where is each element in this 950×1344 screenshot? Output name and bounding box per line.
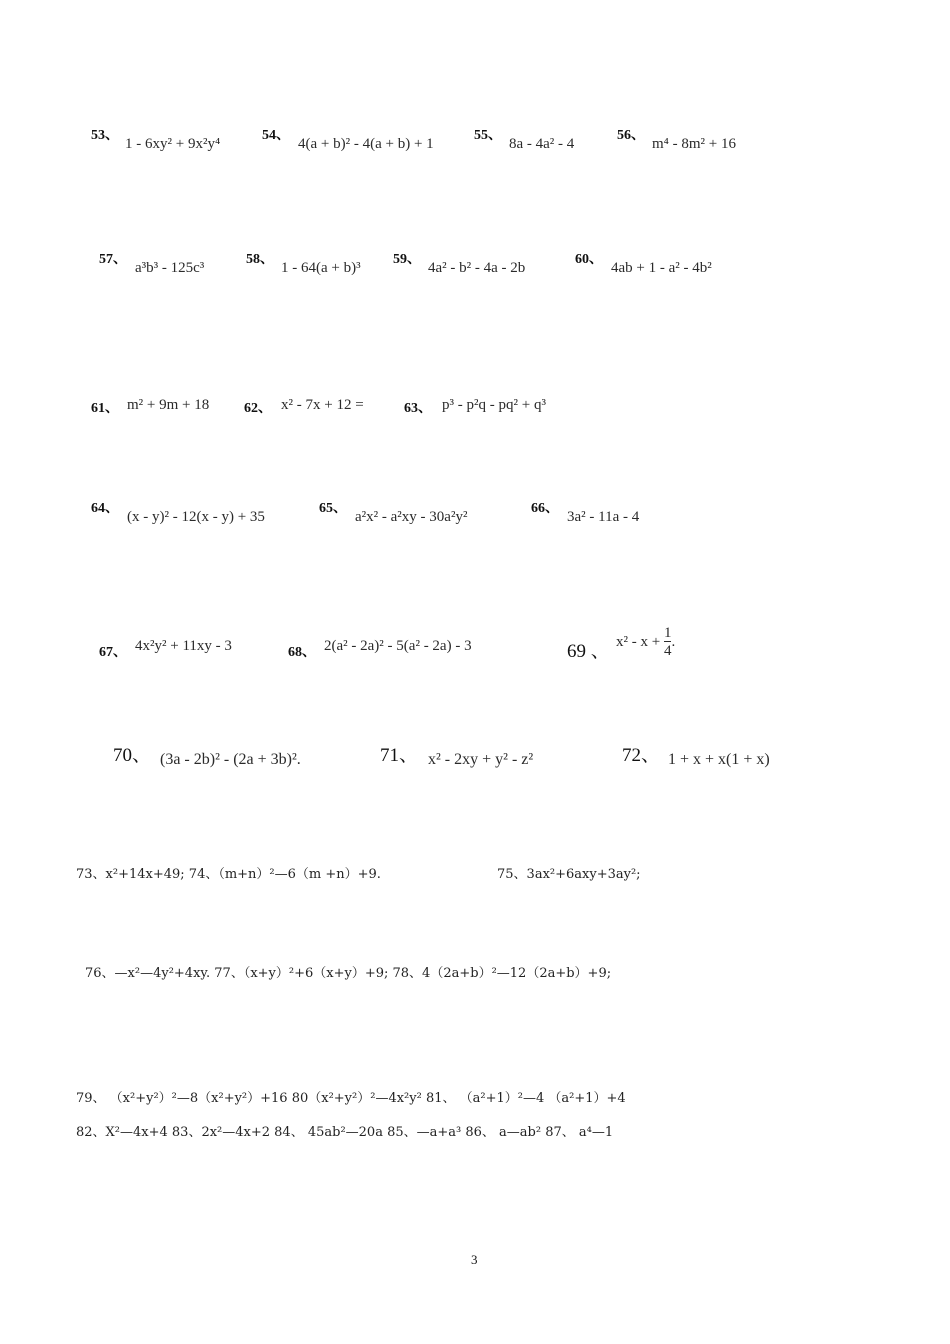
problems-82-87-line: 82、X²—4x+4 83、2x²—4x+2 84、 45ab²—20a 85、—a+a³ 86、 a—ab² 87、 a⁴—1 (76, 1125, 614, 1140)
problem-55-number: 55、 (474, 128, 502, 143)
problem-65-expression: a²x² - a²xy - 30a²y² (355, 509, 468, 525)
problem-72-expression: 1 + x + x(1 + x) (668, 751, 770, 768)
problem-55-expression: 8a - 4a² - 4 (509, 136, 575, 152)
problem-65-number: 65、 (319, 501, 347, 516)
problem-58-expression: 1 - 64(a + b)³ (281, 260, 361, 276)
problem-63-expression: p³ - p²q - pq² + q³ (442, 397, 546, 413)
problem-61-number: 61、 (91, 401, 119, 416)
problem-69-tail: . (671, 633, 676, 650)
problems-73-74-line: 73、x²+14x+49; 74、（m+n）²—6（m +n）+9. (76, 867, 381, 882)
problem-59-number: 59、 (393, 252, 421, 267)
problem-57-number: 57、 (99, 252, 127, 267)
problems-76-78-line: 76、—x²—4y²+4xy. 77、（x+y）²+6（x+y）+9; 78、4（2a+b）²—12（2a+b）+9; (85, 966, 612, 981)
problem-53-number: 53、 (91, 128, 119, 143)
problem-67-expression: 4x²y² + 11xy - 3 (135, 638, 232, 654)
problem-69-number: 69 、 (567, 641, 610, 662)
problem-66-number: 66、 (531, 501, 559, 516)
problem-70-number: 70、 (113, 745, 152, 766)
fraction-denominator: 4 (663, 643, 672, 659)
problem-54-expression: 4(a + b)² - 4(a + b) + 1 (298, 136, 434, 152)
problem-71-number: 71、 (380, 745, 419, 766)
problem-54-number: 54、 (262, 128, 290, 143)
problem-67-number: 67、 (99, 645, 127, 660)
problem-69-expression-text: x² - x + (616, 633, 661, 650)
problem-60-number: 60、 (575, 252, 603, 267)
problem-68-number: 68、 (288, 645, 316, 660)
problem-63-number: 63、 (404, 401, 432, 416)
problem-68-expression: 2(a² - 2a)² - 5(a² - 2a) - 3 (324, 638, 472, 654)
problem-62-number: 62、 (244, 401, 272, 416)
problem-56-number: 56、 (617, 128, 645, 143)
problems-79-81-line: 79、 （x²+y²）²—8（x²+y²）+16 80（x²+y²）²—4x²y² 81、 （a²+1）²—4 （a²+1）+4 (76, 1091, 626, 1106)
problem-69-expression (616, 626, 675, 659)
problem-71-expression: x² - 2xy + y² - z² (428, 751, 534, 768)
problem-61-expression: m² + 9m + 18 (127, 397, 210, 413)
problem-70-expression: (3a - 2b)² - (2a + 3b)². (160, 751, 301, 768)
problem-75-line: 75、3ax²+6axy+3ay²; (497, 867, 641, 882)
problem-66-expression: 3a² - 11a - 4 (567, 509, 640, 525)
problem-64-expression: (x - y)² - 12(x - y) + 35 (127, 509, 265, 525)
problem-72-number: 72、 (622, 745, 661, 766)
problem-62-expression: x² - 7x + 12 = (281, 397, 364, 413)
fraction-numerator: 1 (663, 625, 672, 641)
problem-64-number: 64、 (91, 501, 119, 516)
problem-58-number: 58、 (246, 252, 274, 267)
page-number: 3 (471, 1252, 478, 1267)
problem-59-expression: 4a² - b² - 4a - 2b (428, 260, 526, 276)
problem-53-expression: 1 - 6xy² + 9x²y⁴ (125, 136, 221, 152)
problem-60-expression: 4ab + 1 - a² - 4b² (611, 260, 712, 276)
problem-57-expression: a³b³ - 125c³ (135, 260, 205, 276)
problem-56-expression: m⁴ - 8m² + 16 (652, 136, 737, 152)
